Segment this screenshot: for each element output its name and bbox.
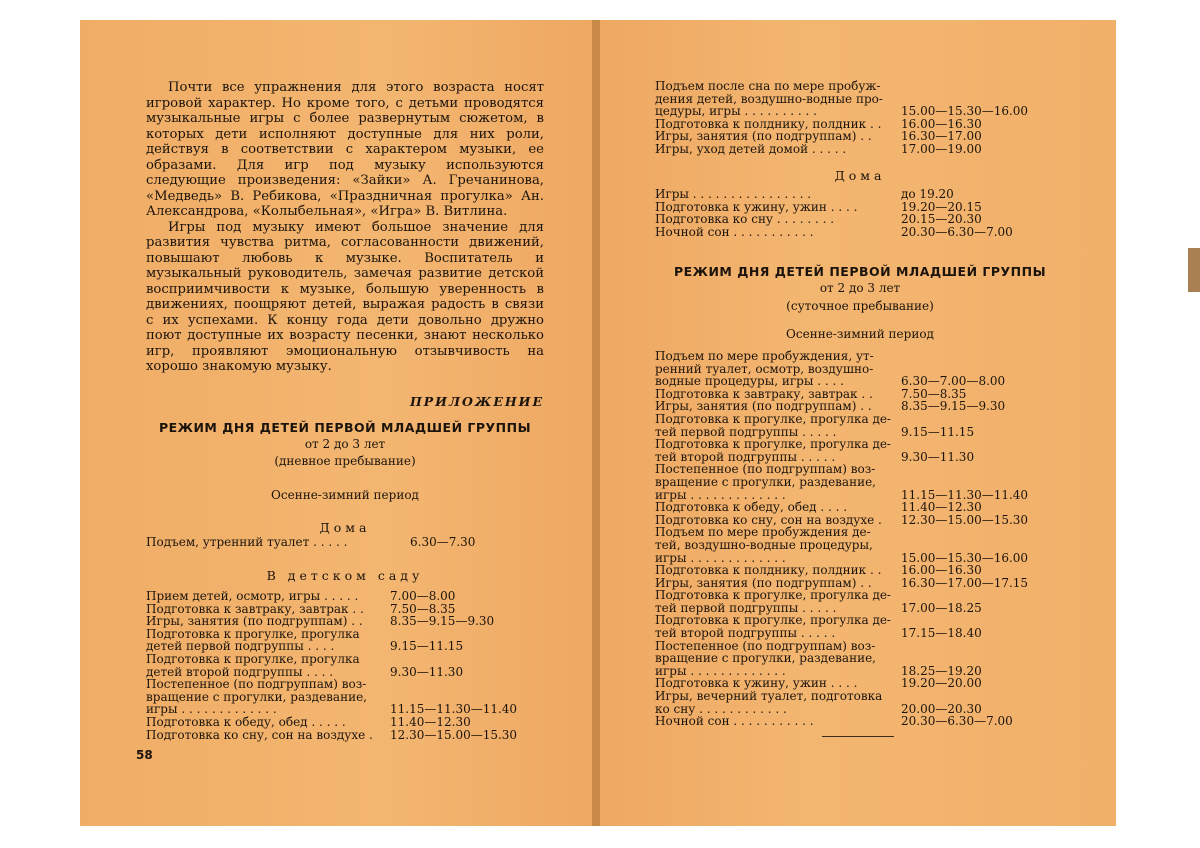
right-schedule-title: РЕЖИМ ДНЯ ДЕТЕЙ ПЕРВОЙ МЛАДШЕЙ ГРУППЫ	[673, 264, 1047, 279]
row-time: 12.30—15.00—15.30	[390, 727, 518, 742]
row-time: 19.20—20.00	[901, 676, 982, 691]
left-schedule-title: РЕЖИМ ДНЯ ДЕТЕЙ ПЕРВОЙ МЛАДШЕЙ ГРУППЫ	[158, 420, 532, 435]
row-activity: Прием детей, осмотр, игры . . . . .	[146, 589, 359, 603]
row-activity: Подъем по мере пробуждения де- тей, воздушно-водные процедуры, игры . . . . . . . . . . . . .	[655, 525, 873, 565]
row-time: 16.30—17.00—17.15	[901, 575, 1029, 590]
table-row	[146, 729, 544, 742]
row-activity: Постепенное (по подгруппам) воз- вращение с прогулки, раздевание, игры . . . . . . . . . . . . .	[146, 677, 367, 717]
row-activity: Подготовка ко сну, сон на воздухе .	[146, 727, 373, 742]
table-row	[655, 226, 1065, 239]
row-time: 7.50—8.35	[390, 601, 456, 616]
right-schedule-age: от 2 до 3 лет	[819, 281, 901, 295]
row-activity: Подготовка к прогулке, прогулка де- тей первой подгруппы . . . . .	[655, 411, 891, 439]
row-activity: Подготовка к обеду, обед . . . .	[655, 500, 848, 515]
row-activity: Подготовка к прогулке, прогулка детей второй подгруппы . . . .	[146, 651, 360, 679]
row-time: 20.30—6.30—7.00	[901, 714, 1013, 729]
row-time: 11.15—11.30—11.40	[901, 487, 1029, 502]
row-activity: Подъем после сна по мере пробуж- дения детей, воздушно-водные про- цедуры, игры . . . . . . . . . .	[655, 79, 883, 119]
row-time: 19.20—20.15	[901, 199, 982, 214]
row-time: 18.25—19.20	[901, 663, 982, 678]
row-activity: Подготовка к ужину, ужин . . . .	[655, 199, 858, 214]
row-activity: Игры, занятия (по подгруппам) . .	[146, 614, 363, 629]
intro-paragraph-1-text: Почти все упражнения для этого возраста носят игровой характер. Но кроме того, с детьми проводятся музыкальные игры с более развернутым сюжетом, в которых дети исполняют доступные для них роли, действуя в соответствии с характером музыки, ее образами. Для игр под музыку используются следующие произведения: «Зайки» А. Гречанинова, «Медведь» В. Ребикова, «Праздничная прогулка» Ан. Александрова, «Колыбельная», «Игра» В. Витлина.	[146, 80, 544, 219]
right-schedule-stay-type: (суточное пребывание)	[786, 299, 934, 313]
row-time: 17.00—18.25	[901, 600, 982, 615]
row-activity: Игры . . . . . . . . . . . . . . . .	[655, 187, 812, 201]
row-time: до 19.20	[901, 187, 954, 201]
right-schedule-header	[655, 264, 1065, 341]
book-gutter	[592, 20, 600, 826]
row-activity: Игры, уход детей домой . . . . .	[655, 141, 847, 156]
table-row	[655, 213, 1065, 226]
row-time: 11.15—11.30—11.40	[390, 702, 518, 717]
end-rule	[822, 736, 894, 737]
left-home-label: Дома	[319, 520, 371, 535]
table-row	[655, 526, 1065, 564]
row-activity: Подготовка к завтраку, завтрак . .	[655, 386, 873, 401]
table-row	[146, 536, 544, 549]
row-time: 6.30—7.00—8.00	[901, 374, 1006, 389]
row-activity: Подготовка к прогулке, прогулка де- тей первой подгруппы . . . . .	[655, 588, 891, 615]
right-continued-table	[655, 80, 1065, 156]
table-row	[146, 628, 544, 653]
right-main-table	[655, 350, 1065, 728]
table-row	[655, 715, 1065, 728]
table-row	[655, 564, 1065, 577]
table-row	[655, 80, 1065, 118]
row-activity: Ночной сон . . . . . . . . . . .	[655, 224, 814, 239]
row-time: 16.30—17.00	[901, 129, 982, 144]
left-text-column	[146, 80, 544, 375]
table-row	[146, 653, 544, 678]
table-row	[655, 501, 1065, 514]
intro-paragraph-1	[146, 80, 544, 220]
row-activity: Подготовка к ужину, ужин . . . .	[655, 676, 858, 691]
table-row	[655, 463, 1065, 501]
row-activity: Подготовка ко сну, сон на воздухе .	[655, 512, 882, 527]
row-time: 6.30—7.30	[410, 535, 476, 549]
row-activity: Подготовка к завтраку, завтрак . .	[146, 601, 364, 616]
left-schedule-period: Осенне-зимний период	[271, 488, 419, 502]
row-activity: Игры, занятия (по подгруппам) . .	[655, 129, 872, 144]
row-activity: Подготовка к прогулке, прогулка детей первой подгруппы . . . .	[146, 626, 360, 654]
table-row	[146, 615, 544, 628]
row-time: 9.30—11.30	[390, 664, 464, 679]
row-time: 9.30—11.30	[901, 449, 975, 464]
row-activity: Игры, занятия (по подгруппам) . .	[655, 399, 872, 414]
row-time: 11.40—12.30	[901, 500, 982, 515]
appendix-label: ПРИЛОЖЕНИЕ	[409, 394, 544, 409]
right-home-table	[655, 188, 1065, 238]
table-row	[655, 614, 1065, 639]
table-row	[146, 678, 544, 716]
row-time: 9.15—11.15	[390, 639, 464, 654]
table-row	[655, 350, 1065, 388]
right-home-label: Дома	[834, 168, 886, 183]
row-time: 16.00—16.30	[901, 116, 982, 131]
row-time: 7.50—8.35	[901, 386, 967, 401]
row-activity: Ночной сон . . . . . . . . . . .	[655, 714, 814, 729]
row-activity: Подготовка ко сну . . . . . . . .	[655, 212, 835, 227]
table-row	[655, 640, 1065, 678]
row-time: 15.00—15.30—16.00	[901, 104, 1029, 119]
row-time: 9.15—11.15	[901, 424, 975, 439]
row-activity: Подготовка к полднику, полдник . .	[655, 116, 882, 131]
row-time: 15.00—15.30—16.00	[901, 550, 1029, 565]
row-time: 17.00—19.00	[901, 141, 982, 156]
page-edge-tab	[1188, 248, 1200, 292]
row-activity: Подъем, утренний туалет . . . . .	[146, 535, 348, 549]
left-schedule-age: от 2 до 3 лет	[304, 437, 386, 451]
row-time: 17.15—18.40	[901, 626, 982, 641]
table-row	[655, 188, 1065, 201]
row-time: 8.35—9.15—9.30	[390, 614, 495, 629]
table-row	[655, 438, 1065, 463]
intro-paragraph-2	[146, 220, 544, 375]
right-schedule-period: Осенне-зимний период	[786, 327, 934, 341]
table-row	[655, 413, 1065, 438]
row-time: 20.00—20.30	[901, 701, 982, 716]
row-activity: Подготовка к прогулке, прогулка де- тей второй подгруппы . . . . .	[655, 437, 891, 464]
table-row	[655, 143, 1065, 156]
left-kindergarten-table	[146, 590, 544, 741]
left-home-table	[146, 536, 544, 549]
row-time: 20.15—20.30	[901, 212, 982, 227]
row-time: 11.40—12.30	[390, 714, 471, 729]
row-activity: Игры, вечерний туалет, подготовка ко сну . . . . . . . . . . . .	[655, 689, 883, 716]
table-row	[146, 590, 544, 603]
table-row	[655, 589, 1065, 614]
kindergarten-label: В детском саду	[266, 568, 424, 583]
row-time: 12.30—15.00—15.30	[901, 512, 1029, 527]
row-activity: Подъем по мере пробуждения, ут- ренний туалет, осмотр, воздушно- водные процедуры, игры . . . .	[655, 349, 874, 389]
row-activity: Подготовка к прогулке, прогулка де- тей второй подгруппы . . . . .	[655, 613, 891, 641]
table-row	[146, 716, 544, 729]
left-schedule-header	[146, 420, 544, 535]
left-schedule-stay-type: (дневное пребывание)	[274, 454, 416, 468]
row-activity: Подготовка к полднику, полдник . .	[655, 563, 882, 578]
row-time: 7.00—8.00	[390, 589, 456, 603]
row-time: 8.35—9.15—9.30	[901, 399, 1006, 414]
row-activity: Постепенное (по подгруппам) воз- вращение с прогулки, раздевание, игры . . . . . . . . . . . . .	[655, 638, 876, 678]
row-time: 16.00—16.30	[901, 563, 982, 578]
row-activity: Подготовка к обеду, обед . . . . .	[146, 714, 346, 729]
row-time: 20.30—6.30—7.00	[901, 224, 1013, 239]
page-number: 58	[136, 748, 153, 762]
row-activity: Игры, занятия (по подгруппам) . .	[655, 575, 872, 590]
table-row	[655, 690, 1065, 715]
intro-paragraph-2-text: Игры под музыку имеют большое значение для развития чувства ритма, согласованности движений, повышают любовь к музыке. Воспитатель и музыкальный руководитель, замечая развитие детской восприимчивости к музыке, большую уверенность в движениях, поощряют детей, выражая радость в связи с их успехами. К концу года дети довольно дружно поют доступные их возрасту песенки, знают несколько игр, проявляют эмоциональную отзывчивость на хорошо знакомую музыку.	[146, 219, 544, 374]
row-activity: Постепенное (по подгруппам) воз- вращение с прогулки, раздевание, игры . . . . . . . . . . . . .	[655, 462, 876, 502]
